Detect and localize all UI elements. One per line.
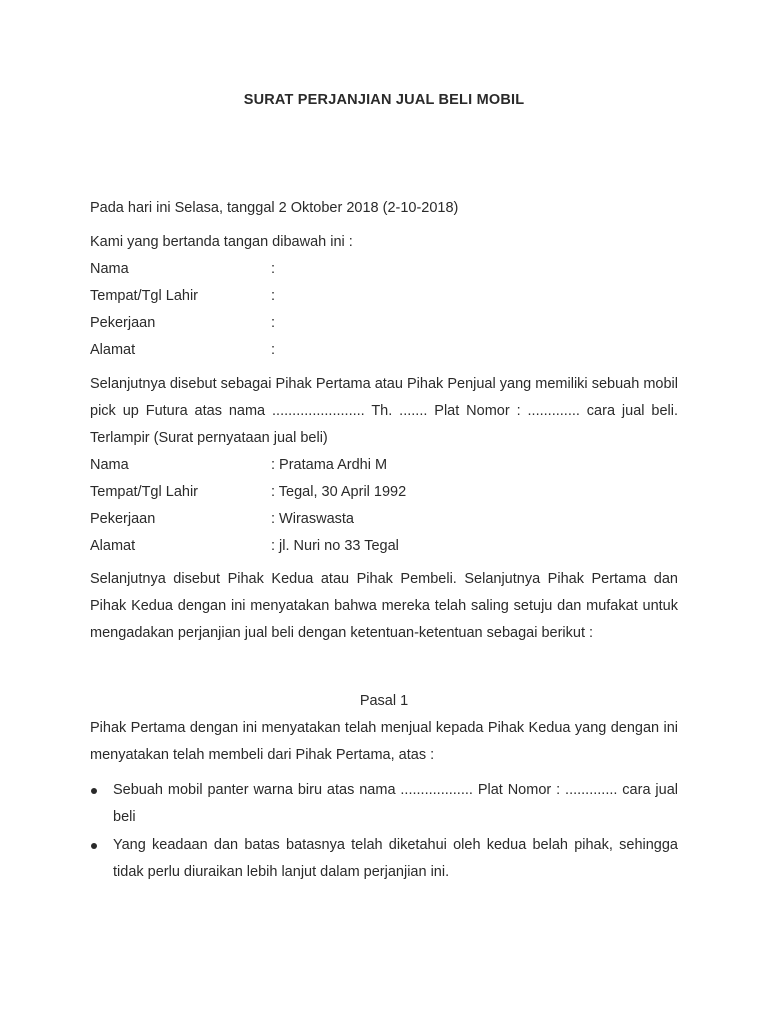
opening-text: Pada hari ini Selasa, tanggal 2 Oktober 2018 (2-10-2018): [90, 200, 459, 216]
field-label: Alamat: [90, 538, 136, 554]
field-label: Nama: [90, 457, 129, 473]
field-value: : jl. Nuri no 33 Tegal: [271, 538, 399, 554]
list-item: [90, 832, 678, 886]
pasal1-section: [90, 688, 678, 887]
party2-section: [90, 371, 678, 560]
field-value: : Pratama Ardhi M: [271, 457, 388, 473]
party1-field-row: [90, 256, 678, 283]
pasal1-bullet-list: [90, 777, 678, 886]
party1-description: Selanjutnya disebut sebagai Pihak Pertama atau Pihak Penjual yang memiliki sebuah mobil pick up Futura atas nama ....................... Th. ....... Plat Nomor : ............. cara jual beli. Terlampir (Surat pernyataan jual beli): [90, 376, 678, 446]
party1-field-row: [90, 283, 678, 310]
party1-section: [90, 229, 678, 364]
pasal1-text: Pihak Pertama dengan ini menyatakan telah menjual kepada Pihak Kedua yang dengan ini menyatakan telah membeli dari Pihak Pertama, atas :: [90, 720, 678, 763]
field-label: Tempat/Tgl Lahir: [90, 288, 198, 304]
field-label: Nama: [90, 261, 129, 277]
field-value: :: [271, 261, 276, 277]
list-item-text: Yang keadaan dan batas batasnya telah diketahui oleh kedua belah pihak, sehingga tidak perlu diuraikan lebih lanjut dalam perjanjian ini.: [113, 837, 678, 880]
field-label: Tempat/Tgl Lahir: [90, 484, 198, 500]
field-value: : Wiraswasta: [271, 511, 354, 527]
intro-text: Kami yang bertanda tangan dibawah ini :: [90, 234, 353, 250]
party1-field-row: [90, 337, 678, 364]
field-label: Pekerjaan: [90, 315, 156, 331]
field-label: Pekerjaan: [90, 511, 156, 527]
field-label: Alamat: [90, 342, 136, 358]
list-item-text: Sebuah mobil panter warna biru atas nama .................. Plat Nomor : ............. cara jual beli: [113, 782, 678, 825]
opening-line: [90, 195, 678, 222]
party2-field-row: [90, 452, 678, 479]
agreement-paragraph: [90, 566, 678, 647]
field-value: :: [271, 288, 276, 304]
bullet-icon: [91, 843, 97, 849]
bullet-icon: [91, 788, 97, 794]
party2-field-row: [90, 533, 678, 560]
field-value: :: [271, 315, 276, 331]
field-value: :: [271, 342, 276, 358]
party2-description: Selanjutnya disebut Pihak Kedua atau Pihak Pembeli. Selanjutnya Pihak Pertama dan Pihak Kedua dengan ini menyatakan bahwa mereka telah saling setuju dan mufakat untuk mengadakan perjanjian jual beli dengan ketentuan-ketentuan sebagai berikut :: [90, 571, 678, 641]
party1-field-row: [90, 310, 678, 337]
pasal1-heading: Pasal 1: [359, 693, 409, 709]
field-value: : Tegal, 30 April 1992: [271, 484, 407, 500]
document-title: SURAT PERJANJIAN JUAL BELI MOBIL: [243, 92, 525, 108]
party2-field-row: [90, 506, 678, 533]
list-item: [90, 777, 678, 831]
party2-field-row: [90, 479, 678, 506]
